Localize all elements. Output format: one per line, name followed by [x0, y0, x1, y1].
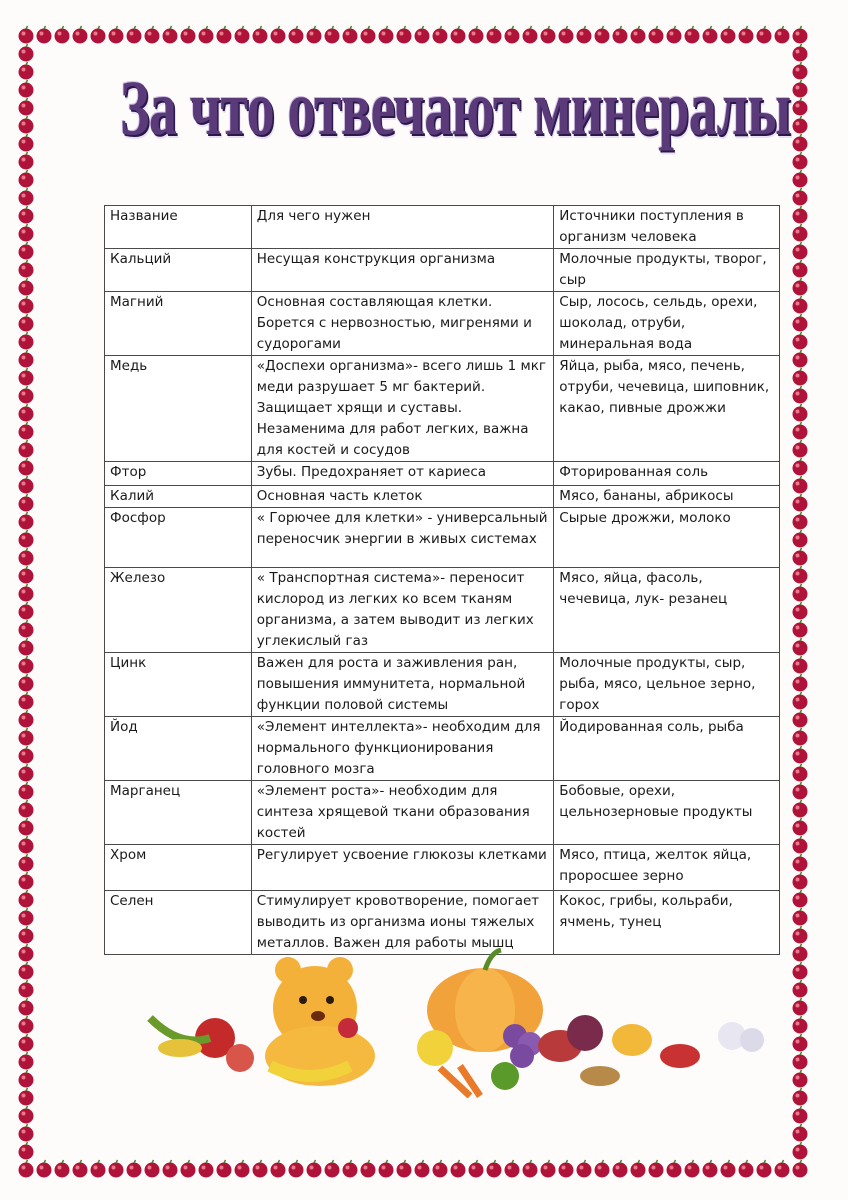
cell-purpose: «Элемент интеллекта»- необходим для нормального функционирования головного мозга	[251, 717, 554, 781]
cell-sources: Яйца, рыба, мясо, печень, отруби, чечевица, шиповник, какао, пивные дрожжи	[554, 356, 780, 462]
cell-sources: Мясо, бананы, абрикосы	[554, 486, 780, 508]
cell-name: Селен	[105, 891, 252, 955]
table-row	[105, 249, 780, 292]
cell-sources: Сырые дрожжи, молоко	[554, 508, 780, 568]
cell-name: Фосфор	[105, 508, 252, 568]
cell-sources: Молочные продукты, творог, сыр	[554, 249, 780, 292]
table-row	[105, 356, 780, 462]
header-sources: Источники поступления в организм человека	[554, 206, 780, 249]
cell-sources: Молочные продукты, сыр, рыба, мясо, цельное зерно, горох	[554, 653, 780, 717]
cell-purpose: Несущая конструкция организма	[251, 249, 554, 292]
cell-name: Марганец	[105, 781, 252, 845]
cell-purpose: Важен для роста и заживления ран, повышения иммунитета, нормальной функции половой системы	[251, 653, 554, 717]
cell-purpose: «Элемент роста»- необходим для синтеза хрящевой ткани образования костей	[251, 781, 554, 845]
table-row	[105, 508, 780, 568]
cell-name: Калий	[105, 486, 252, 508]
cell-name: Медь	[105, 356, 252, 462]
header-name: Название	[105, 206, 252, 249]
table-row	[105, 292, 780, 356]
cell-purpose: Зубы. Предохраняет от кариеса	[251, 462, 554, 486]
fruit-bear-illustration	[140, 948, 780, 1098]
cell-sources: Фторированная соль	[554, 462, 780, 486]
page-title: За что отвечают минералы	[120, 64, 791, 151]
table-row	[105, 781, 780, 845]
table-row	[105, 653, 780, 717]
minerals-table	[104, 205, 780, 955]
table-row	[105, 486, 780, 508]
cell-sources: Сыр, лосось, сельдь, орехи, шоколад, отруби, минеральная вода	[554, 292, 780, 356]
cell-sources: Мясо, птица, желток яйца, проросшее зерно	[554, 845, 780, 891]
cell-sources: Йодированная соль, рыба	[554, 717, 780, 781]
cell-purpose: «Доспехи организма»- всего лишь 1 мкг меди разрушает 5 мг бактерий. Защищает хрящи и суставы. Незаменима для работ легких, важна для костей и сосудов	[251, 356, 554, 462]
table-row	[105, 568, 780, 653]
cell-name: Хром	[105, 845, 252, 891]
cell-name: Цинк	[105, 653, 252, 717]
cell-purpose: Регулирует усвоение глюкозы клетками	[251, 845, 554, 891]
cell-purpose: « Транспортная система»- переносит кислород из легких ко всем тканям организма, а затем выводит из легких углекислый газ	[251, 568, 554, 653]
cell-purpose: Стимулирует кровотворение, помогает выводить из организма ионы тяжелых металлов. Важен для работы мышц	[251, 891, 554, 955]
table-header-row	[105, 206, 780, 249]
cell-purpose: Основная составляющая клетки. Борется с нервозностью, мигренями и судорогами	[251, 292, 554, 356]
cell-sources: Мясо, яйца, фасоль, чечевица, лук- резанец	[554, 568, 780, 653]
cell-sources: Бобовые, орехи, цельнозерновые продукты	[554, 781, 780, 845]
cell-name: Кальций	[105, 249, 252, 292]
table-row	[105, 717, 780, 781]
cell-name: Магний	[105, 292, 252, 356]
cell-purpose: « Горючее для клетки» - универсальный переносчик энергии в живых системах	[251, 508, 554, 568]
cell-purpose: Основная часть клеток	[251, 486, 554, 508]
cell-sources: Кокос, грибы, кольраби, ячмень, тунец	[554, 891, 780, 955]
cell-name: Железо	[105, 568, 252, 653]
header-purpose: Для чего нужен	[251, 206, 554, 249]
cell-name: Фтор	[105, 462, 252, 486]
table-row	[105, 891, 780, 955]
table-row	[105, 845, 780, 891]
table-row	[105, 462, 780, 486]
cell-name: Йод	[105, 717, 252, 781]
